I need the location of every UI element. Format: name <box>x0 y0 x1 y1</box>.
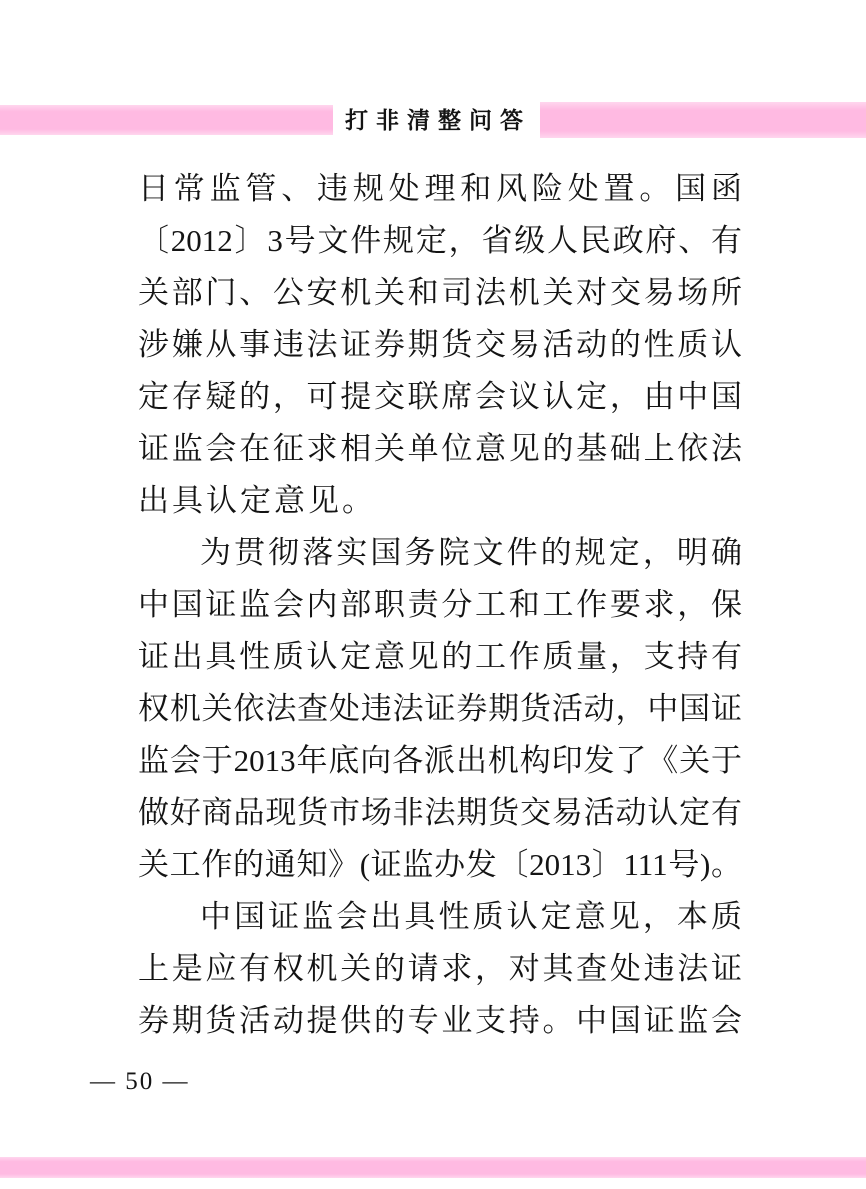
header-band-left <box>0 105 333 135</box>
page-number: — 50 — <box>90 1068 190 1095</box>
body-line: 中国证监会内部职责分工和工作要求，保 <box>138 587 742 622</box>
body-line: 证出具性质认定意见的工作质量，支持有 <box>138 639 742 674</box>
body-line: 证监会在征求相关单位意见的基础上依法 <box>138 431 742 466</box>
body-line: 定存疑的，可提交联席会议认定，由中国 <box>138 379 742 414</box>
body-line-paragraph-start: 为贯彻落实国务院文件的规定，明确 <box>200 535 742 570</box>
body-line: 上是应有权机关的请求，对其查处违法证 <box>138 951 742 986</box>
body-line: 监会于2013年底向各派出机构印发了《关于 <box>138 743 742 778</box>
footer-band <box>0 1157 866 1178</box>
body-line: 做好商品现货市场非法期货交易活动认定有 <box>138 795 742 830</box>
body-line: 〔2012〕3号文件规定，省级人民政府、有 <box>138 223 742 258</box>
body-line-paragraph-end: 出具认定意见。 <box>138 483 376 518</box>
body-line: 关部门、公安机关和司法机关对交易场所 <box>138 275 742 310</box>
body-line-paragraph-start: 中国证监会出具性质认定意见，本质 <box>200 899 742 934</box>
body-line-paragraph-end: 关工作的通知》(证监办发〔2013〕111号)。 <box>138 847 742 882</box>
body-line: 券期货活动提供的专业支持。中国证监会 <box>138 1003 742 1038</box>
body-text <box>138 163 742 1047</box>
body-line: 权机关依法查处违法证券期货活动，中国证 <box>138 691 742 726</box>
running-head-title: 打非清整问答 <box>345 108 531 133</box>
body-line: 涉嫌从事违法证券期货交易活动的性质认 <box>138 327 742 362</box>
header-band-right <box>540 102 866 138</box>
body-line: 日常监管、违规处理和风险处置。国函 <box>138 171 742 206</box>
